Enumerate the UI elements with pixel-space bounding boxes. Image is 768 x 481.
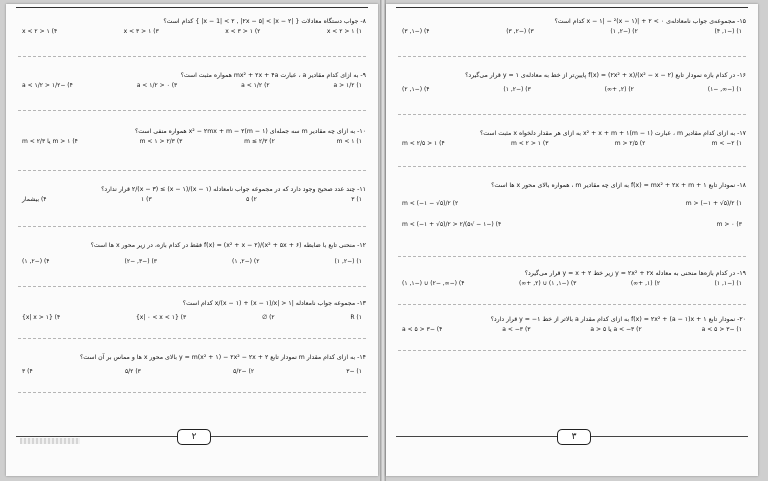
option-2: ۲) ∅ <box>261 314 275 321</box>
left-page <box>6 4 378 476</box>
question-text: ۱۹- در کدام بازه‌ها منحنی به معادله y = ۲x² + ۲x زیر خط y = x + ۲ قرار می‌گیرد؟ <box>524 270 746 277</box>
option-4: ۴) m > ۱ یا m < ۲/۳ <box>22 138 78 145</box>
option-2: ۲) −۵/۲ <box>233 368 255 375</box>
question-13 <box>18 300 366 321</box>
option-1: ۱) −۳ <box>346 368 362 375</box>
question-text: ۹- به ازای کدام مقادیر a ، عبارت mx² + ۲x + ۴a همواره مثبت است؟ <box>180 72 366 79</box>
option-2: ۲) (۲, +∞) <box>604 86 634 93</box>
options-row <box>18 138 366 145</box>
option-2: ۲) (۱, +∞) <box>630 280 661 287</box>
option-1: ۱) m > (−۱ + √۵)/۲ <box>685 200 742 207</box>
option-3: ۳) (−۲, ۳) <box>506 28 534 35</box>
page-number: ۳ <box>557 429 591 445</box>
option-4: ۴) −۱/۲ < a < ۱/۲ <box>22 82 73 89</box>
question-text: ۱۰- به ازای چه مقادیر m سه جمله‌ای (m − ۱)x² − ۲mx + m − ۲ همواره منفی است؟ <box>135 128 366 135</box>
question-text: ۱۳- مجموعه جواب نامعادله |x/(x − ۱) + (x − ۱)/x| > ۱ کدام است؟ <box>182 300 366 307</box>
printer-mark <box>20 438 80 444</box>
question-12 <box>18 242 366 265</box>
question-14 <box>18 354 366 375</box>
option-1: ۱) (−۱, ۴) <box>714 28 742 35</box>
option-1: ۱) (−۲, ۱) <box>334 258 362 265</box>
options-row <box>398 200 746 207</box>
options-row <box>398 86 746 93</box>
option-3: ۳) (−۳, −۲) <box>124 258 158 265</box>
option-2: ۲) m > ۲/۵ <box>614 140 646 147</box>
question-text: ۱۱- چند عدد صحیح وجود دارد که در مجموعه جواب نامعادله (۱ − x)/(x − ۱) ≥ ۲/(x − ۳) قرار ندارد؟ <box>101 186 366 193</box>
question-9 <box>18 72 366 89</box>
divider <box>398 256 746 257</box>
question-8 <box>18 18 366 35</box>
question-text: ۱۴- به ازای کدام مقدار m نمودار تابع y = m(x² + ۱) − ۲x² − ۲x + ۲ بالای محور x ها و مماس بر آن است؟ <box>79 354 366 361</box>
option-3: ۳) ۵/۲ <box>124 368 141 375</box>
divider <box>398 166 746 167</box>
question-text: ۱۷- به ازای کدام مقادیر m ، عبارت (m − ۱)x² + x + m + ۱ به ازای هر مقدار دلخواه x مثبت است؟ <box>479 130 746 137</box>
option-1: ۱) m < ۱ <box>336 138 362 145</box>
option-4: ۴) (−۱ − √۵)/۲ < m < (−۱ + √۵)/۲ <box>402 221 502 228</box>
option-2: ۲) ۵ <box>246 196 257 203</box>
option-4: ۴) ۳ <box>22 368 33 375</box>
divider <box>18 170 366 171</box>
divider <box>18 56 366 57</box>
option-3: ۳) ۱ < m < ۲ <box>510 140 549 147</box>
options-row <box>18 28 366 35</box>
option-2: ۲) m < (−۱ − √۵)/۲ <box>402 200 459 207</box>
options-row <box>18 314 366 321</box>
option-3: ۳) m > ۰ <box>716 221 742 228</box>
question-16 <box>398 72 746 93</box>
option-4: ۴) (−۲, ۱) <box>22 258 50 265</box>
options-row <box>398 280 746 287</box>
option-1: ۱) (−∞, −۱) <box>707 86 742 93</box>
top-rule <box>16 7 368 8</box>
option-2: ۲) m ≤ ۲/۳ <box>244 138 275 145</box>
question-15 <box>398 18 746 35</box>
option-3: ۳) ۲/۳ < m < ۱ <box>139 138 183 145</box>
options-row <box>398 140 746 147</box>
option-1: ۱) (−۱, ۱) <box>714 280 742 287</box>
question-text: ۱۸- نمودار تابع f(x) = mx² + ۲x + m + ۱ به ازای چه مقادیر m ، همواره بالای محور x ها است؟ <box>491 182 746 189</box>
option-3: ۳) a < −۳ <box>502 326 531 333</box>
option-1: ۱) R <box>350 314 362 321</box>
option-1: ۱) a > ۱/۲ <box>333 82 362 89</box>
divider <box>18 110 366 111</box>
options-row <box>398 221 746 228</box>
option-2: ۲) (−۲, ۱) <box>610 28 638 35</box>
question-11 <box>18 186 366 203</box>
option-4: ۴) −۳ < a < ۵ <box>402 326 443 333</box>
question-text: ۸- جواب دستگاه معادلات { |x − 1| < ۲ , |۲x − ۵| < |x − ۲| } کدام است؟ <box>163 18 366 25</box>
option-2: ۲) a < ۱/۲ <box>241 82 270 89</box>
option-4: ۴) {x| x > ۱} <box>22 314 61 321</box>
question-text: ۲۰- نمودار تابع f(x) = ۲x² + (a − ۱)x + ۱ به ازای کدام مقدار a بالاتر از خط y = −۱ قرار دارد؟ <box>490 316 746 323</box>
divider <box>398 350 746 351</box>
option-4: ۴) (−۱, ۲) <box>402 86 430 93</box>
options-row <box>398 28 746 35</box>
option-3: ۳) (−۲, ۱) <box>503 86 531 93</box>
option-4: ۴) (−∞, −۲) ∪ (−۱, ۱) <box>402 280 465 287</box>
divider <box>398 114 746 115</box>
option-1: ۱) ۳ <box>351 196 362 203</box>
right-page <box>386 4 758 476</box>
option-3: ۳) (−۱, ۱) ∪ (۲, +∞) <box>518 280 577 287</box>
option-3: ۳) ۱ <box>140 196 152 203</box>
question-text: ۱۶- در کدام بازه نمودار تابع f(x) = (۲x² + x)/(x² − x − ۲) پایین‌تر از خط به معادله‌ی y = ۱ قرار می‌گیرد؟ <box>465 72 746 79</box>
divider <box>18 338 366 339</box>
divider <box>398 304 746 305</box>
option-1: ۱) ۱ < x < ۲ <box>326 28 362 35</box>
option-2: ۲) a < −۳ یا a > ۵ <box>590 326 642 333</box>
option-1: ۱) m < −۲ <box>711 140 742 147</box>
question-text: ۱۵- مجموعه‌ی جواب نامعادله‌ی ۰ > ۲ + |x − ۱| − ²(x − ۱) کدام است؟ <box>554 18 746 25</box>
option-1: ۱) −۳ < a < ۵ <box>701 326 742 333</box>
option-3: ۳) {x| ۰ < x < ۱} <box>135 314 187 321</box>
divider <box>18 286 366 287</box>
option-3: ۳) ۱ < x < ۳ <box>123 28 159 35</box>
question-text: ۱۲- منحنی تابع با ضابطه f(x) = (x² + x − ۲)/(x² + ۵x + ۶) فقط در کدام بازه، در زیر محور x ها است؟ <box>90 242 366 249</box>
question-17 <box>398 130 746 147</box>
options-row <box>18 368 366 375</box>
page-number: ۲ <box>177 429 211 445</box>
option-3: ۳) ۰ < a < ۱/۲ <box>136 82 178 89</box>
options-row <box>18 258 366 265</box>
top-rule <box>396 7 748 8</box>
option-4: ۴) بیشمار <box>22 196 47 203</box>
option-4: ۴) ۱ < m < ۲/۵ <box>402 140 445 147</box>
question-20 <box>398 316 746 333</box>
divider <box>18 226 366 227</box>
question-19 <box>398 270 746 287</box>
options-row <box>18 82 366 89</box>
option-4: ۴) ۱ < x < ۲ <box>22 28 58 35</box>
divider <box>18 392 366 393</box>
options-row <box>398 326 746 333</box>
question-10 <box>18 128 366 145</box>
option-2: ۲) ۱ < x < ۳ <box>225 28 261 35</box>
option-2: ۲) (−۲, ۱) <box>232 258 260 265</box>
option-4: ۴) (−۱, ۳) <box>402 28 430 35</box>
options-row <box>18 196 366 203</box>
question-18 <box>398 182 746 228</box>
divider <box>398 56 746 57</box>
